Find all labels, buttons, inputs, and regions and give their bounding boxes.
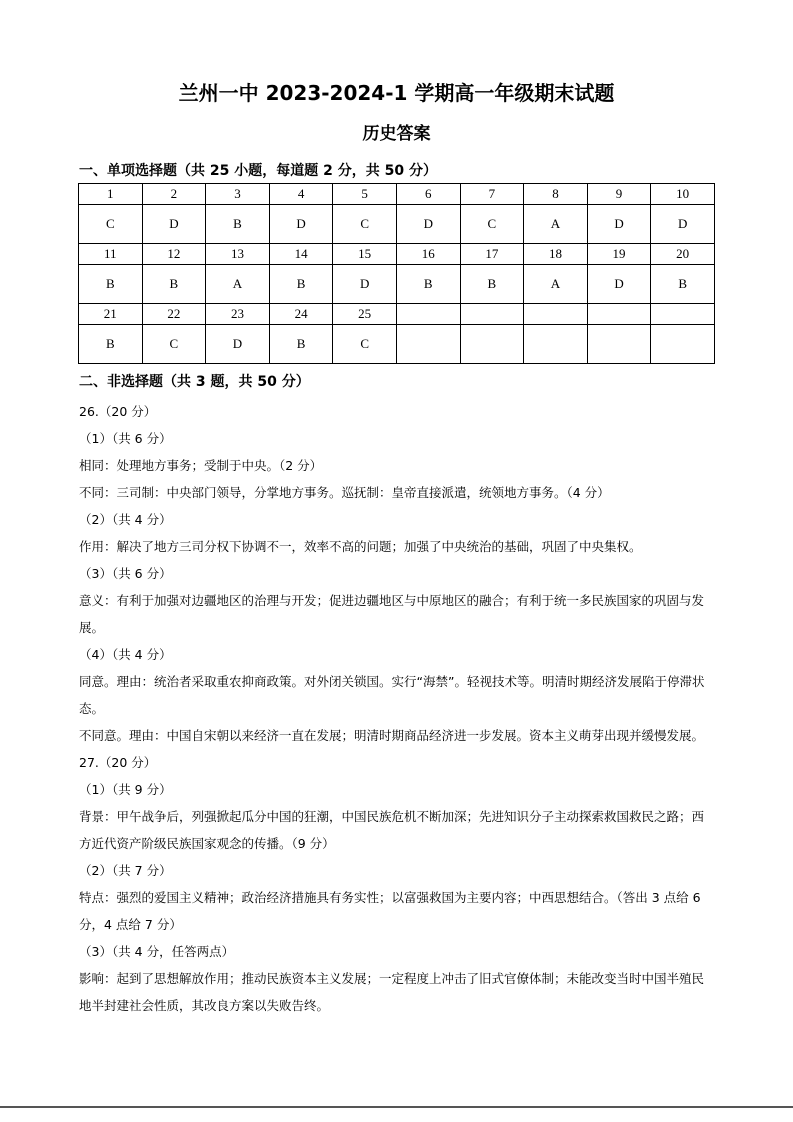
question-number-cell: 12	[142, 244, 206, 265]
question-number-cell	[651, 304, 715, 325]
question-number-cell: 24	[269, 304, 333, 325]
answer-line: 影响：起到了思想解放作用；推动民族资本主义发展；一定程度上冲击了旧式官僚体制；未能改变当时中国半殖民地半封建社会性质，其改良方案以失败告终。	[79, 971, 705, 1013]
answer-cell: D	[333, 265, 397, 304]
question-number-cell: 2	[142, 184, 206, 205]
answer-line: 特点：强烈的爱国主义精神；政治经济措施具有务实性；以富强救国为主要内容；中西思想结合。（答出 3 点给 6 分，4 点给 7 分）	[79, 890, 701, 932]
answer-row	[79, 325, 715, 364]
answer-cell: A	[524, 205, 588, 244]
question-number-cell: 8	[524, 184, 588, 205]
question-number-cell: 18	[524, 244, 588, 265]
question-number-cell: 9	[587, 184, 651, 205]
question-number-cell	[396, 304, 460, 325]
answer-cell: D	[269, 205, 333, 244]
page-title: 兰州一中 2023-2024-1 学期高一年级期末试题	[178, 81, 615, 105]
answer-cell: C	[333, 325, 397, 364]
answer-cell: A	[206, 265, 270, 304]
question-number-cell: 10	[651, 184, 715, 205]
answer-cell: A	[524, 265, 588, 304]
answer-cell: C	[333, 205, 397, 244]
answer-line: （3）（共 6 分）	[79, 566, 172, 581]
question-number-cell: 11	[79, 244, 143, 265]
answer-cell: B	[79, 265, 143, 304]
answer-line: （2）（共 4 分）	[79, 512, 172, 527]
question-number-row	[79, 304, 715, 325]
answer-cell: C	[79, 205, 143, 244]
question-number-cell: 13	[206, 244, 270, 265]
answer-cell	[651, 325, 715, 364]
answer-cell: B	[396, 265, 460, 304]
answer-cell	[587, 325, 651, 364]
answer-line: 意义：有利于加强对边疆地区的治理与开发；促进边疆地区与中原地区的融合；有利于统一多民族国家的巩固与发展。	[79, 593, 705, 635]
answer-cell	[524, 325, 588, 364]
answer-line: 同意。理由：统治者采取重农抑商政策。对外闭关锁国。实行“海禁”。轻视技术等。明清时期经济发展陷于停滞状态。	[79, 674, 705, 716]
answer-row	[79, 205, 715, 244]
question-number-row	[79, 244, 715, 265]
answer-row	[79, 265, 715, 304]
section-heading-free-response: 二、非选择题（共 3 题，共 50 分）	[79, 374, 310, 390]
answer-cell: B	[206, 205, 270, 244]
question-number-cell: 6	[396, 184, 460, 205]
answer-line: （3）（共 4 分，任答两点）	[79, 944, 235, 959]
question-number-cell: 23	[206, 304, 270, 325]
answer-line: 相同：处理地方事务；受制于中央。（2 分）	[79, 458, 323, 473]
answer-cell: D	[142, 205, 206, 244]
page-bottom-divider	[0, 1106, 793, 1108]
answer-line: 不同意。理由：中国自宋朝以来经济一直在发展；明清时期商品经济进一步发展。资本主义萌芽出现并缓慢发展。	[79, 728, 705, 743]
question-number-cell	[460, 304, 524, 325]
answer-line: 26.（20 分）	[79, 404, 157, 419]
answer-cell	[460, 325, 524, 364]
answer-line: 作用：解决了地方三司分权下协调不一，效率不高的问题；加强了中央统治的基础，巩固了中央集权。	[79, 539, 642, 554]
question-number-cell	[587, 304, 651, 325]
answer-cell: B	[79, 325, 143, 364]
answer-line: 不同：三司制：中央部门领导，分掌地方事务。巡抚制：皇帝直接派遣，统领地方事务。（4 分）	[79, 485, 610, 500]
question-number-cell: 5	[333, 184, 397, 205]
question-number-cell: 16	[396, 244, 460, 265]
answer-cell: D	[587, 265, 651, 304]
page-subtitle: 历史答案	[362, 124, 431, 144]
answer-cell: B	[269, 325, 333, 364]
question-number-cell: 17	[460, 244, 524, 265]
answer-line: （4）（共 4 分）	[79, 647, 172, 662]
section-heading-multiple-choice: 一、单项选择题（共 25 小题，每道题 2 分，共 50 分）	[79, 163, 437, 179]
answer-cell: B	[460, 265, 524, 304]
free-response-answers	[79, 398, 715, 1019]
question-number-cell: 15	[333, 244, 397, 265]
answer-line: （1）（共 9 分）	[79, 782, 172, 797]
question-number-cell: 19	[587, 244, 651, 265]
answer-line: 27.（20 分）	[79, 755, 157, 770]
question-number-row	[79, 184, 715, 205]
answer-cell: D	[587, 205, 651, 244]
answer-cell: C	[460, 205, 524, 244]
answer-cell: C	[142, 325, 206, 364]
answer-cell	[396, 325, 460, 364]
question-number-cell: 4	[269, 184, 333, 205]
answer-cell: B	[651, 265, 715, 304]
question-number-cell: 14	[269, 244, 333, 265]
answer-cell: D	[651, 205, 715, 244]
answer-cell: B	[269, 265, 333, 304]
question-number-cell: 20	[651, 244, 715, 265]
answer-line: （1）（共 6 分）	[79, 431, 172, 446]
question-number-cell: 1	[79, 184, 143, 205]
question-number-cell: 7	[460, 184, 524, 205]
answer-cell: D	[396, 205, 460, 244]
answer-line: （2）（共 7 分）	[79, 863, 172, 878]
answer-cell: D	[206, 325, 270, 364]
answer-table	[78, 183, 715, 364]
question-number-cell	[524, 304, 588, 325]
question-number-cell: 21	[79, 304, 143, 325]
answer-cell: B	[142, 265, 206, 304]
answer-line: 背景：甲午战争后，列强掀起瓜分中国的狂潮，中国民族危机不断加深；先进知识分子主动探索救国救民之路；西方近代资产阶级民族国家观念的传播。（9 分）	[79, 809, 705, 851]
question-number-cell: 25	[333, 304, 397, 325]
question-number-cell: 22	[142, 304, 206, 325]
question-number-cell: 3	[206, 184, 270, 205]
